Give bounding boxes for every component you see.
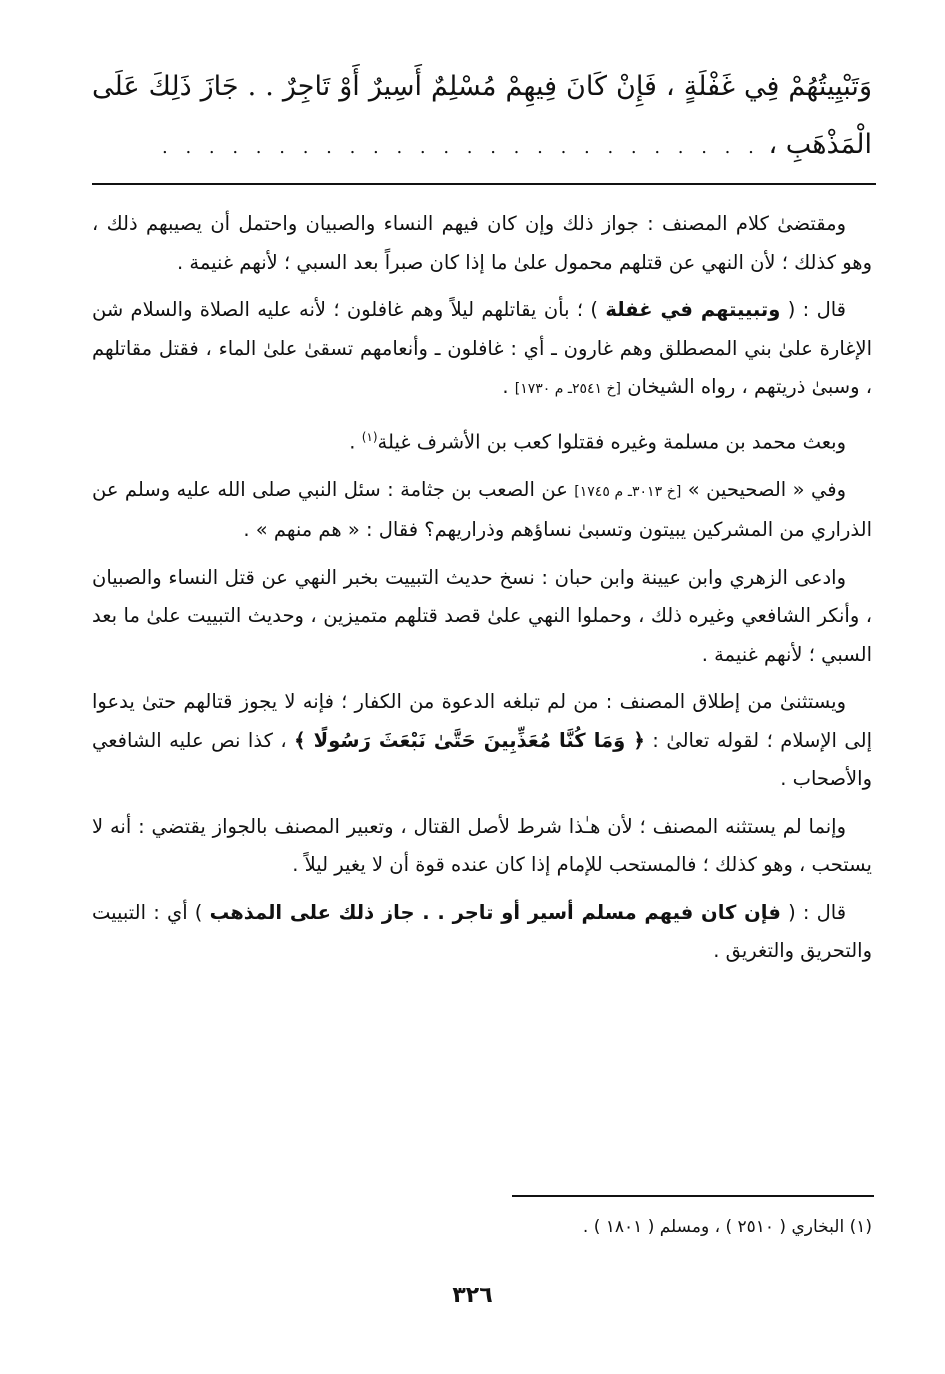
paragraph-text: .: [349, 430, 356, 453]
paragraph-text: وفي « الصحيحين »: [687, 477, 846, 501]
commentary-paragraph: [92, 471, 872, 550]
commentary-paragraph: [92, 683, 872, 799]
paragraph-text: ، كذا نص عليه الشافعي والأصحاب .: [92, 728, 872, 790]
paragraph-text: قال : (: [788, 900, 847, 924]
hadith-reference: [خ ٢٥٤١ـ م ١٧٣٠]: [514, 381, 621, 397]
footnote: [92, 1212, 872, 1242]
hadith-reference: [خ ٣٠١٣ـ م ١٧٤٥]: [574, 483, 682, 500]
commentary-block: [92, 205, 872, 980]
matn-quote: فإن كان فيهم مسلم أسير أو تاجر . . جاز ذلك على المذهب: [209, 900, 781, 924]
matn-text: [92, 58, 872, 177]
footnote-text: (١) البخاري ( ٢٥١٠ ) ، ومسلم ( ١٨٠١ ) .: [582, 1217, 872, 1237]
footnote-marker: (١): [361, 429, 378, 444]
commentary-paragraph: [92, 205, 872, 282]
commentary-paragraph: [92, 291, 872, 409]
paragraph-text: وإنما لم يستثنه المصنف ؛ لأن هـٰذا شرط لأصل القتال ، وتعبير المصنف بالجواز يقتضي : أنه لا يستحب ، وهو كذلك ؛ فالمستحب للإمام إذا كان عنده قوة أن لا يغير ليلاً .: [92, 814, 872, 876]
matn-block: [92, 58, 872, 177]
paragraph-text: عن الصعب بن جثامة : سئل النبي صلى الله عليه وسلم عن الذراري من المشركين يبيتون وتسبىٰ نساؤهم وذراريهم؟ فقال : « هم منهم » .: [92, 477, 872, 541]
paragraph-text: ) أي : التبييت والتحريق والتغريق .: [92, 900, 872, 962]
matn-line: وَتَبْيِيتُهُمْ فِي غَفْلَةٍ ، فَإِنْ كَانَ فِيهِمْ مُسْلِمٌ أَسِيرٌ أَوْ تَاجِرٌ . . جَازَ ذَلِكَ عَلَى الْمَذْهَبِ ،: [92, 71, 872, 160]
commentary-paragraph: [92, 559, 872, 675]
paragraph-text: وادعى الزهري وابن عيينة وابن حبان : نسخ حديث التبييت بخبر النهي عن قتل النساء والصبيان ، وأنكر الشافعي وغيره ذلك ، وحملوا النهي علىٰ قصد قتلهم متميزين ، وحديث التبييت علىٰ ما بعد السبي ؛ لأنهم غنيمة .: [92, 565, 872, 666]
matn-dots: . . . . . . . . . . . . . . . . . . . . . . . . . .: [162, 137, 760, 158]
commentary-paragraph: [92, 894, 872, 971]
matn-divider: [92, 183, 876, 185]
commentary-paragraph: [92, 418, 872, 462]
paragraph-text: ) ؛ بأن يقاتلهم ليلاً وهم غافلون ؛ لأنه عليه الصلاة والسلام شن الإغارة علىٰ بني المصطلق وهم غارون ـ أي : غافلون ـ وأنعامهم تسقىٰ علىٰ الماء ، فقتل مقاتلهم ، وسبىٰ ذريتهم ، رواه الشيخان: [92, 298, 872, 398]
footnote-divider: [512, 1195, 874, 1197]
matn-quote: وتبييتهم في غفلة: [605, 298, 781, 321]
paragraph-text: ومقتضىٰ كلام المصنف : جواز ذلك وإن كان فيهم النساء والصبيان واحتمل أن يصيبهم ذلك ، وهو كذلك ؛ لأن النهي عن قتلهم محمول علىٰ ما إذا كان صبراً بعد السبي ؛ لأنهم غنيمة .: [92, 212, 872, 274]
quran-quote: ﴿ وَمَا كُنَّا مُعَذِّبِينَ حَتَّىٰ نَبْعَثَ رَسُولًا ﴾: [294, 728, 645, 752]
paragraph-text: ويستثنىٰ من إطلاق المصنف : من لم تبلغه الدعوة من الكفار ؛ فإنه لا يجوز قتالهم حتىٰ يدعوا إلى الإسلام ؛ لقوله تعالىٰ :: [92, 690, 872, 752]
paragraph-text: .: [502, 375, 509, 398]
paragraph-text: قال : (: [787, 298, 847, 321]
paragraph-text: وبعث محمد بن مسلمة وغيره فقتلوا كعب بن الأشرف غيلة: [377, 430, 846, 453]
page-number: ٣٢٦: [452, 1283, 493, 1308]
commentary-paragraph: [92, 808, 872, 885]
